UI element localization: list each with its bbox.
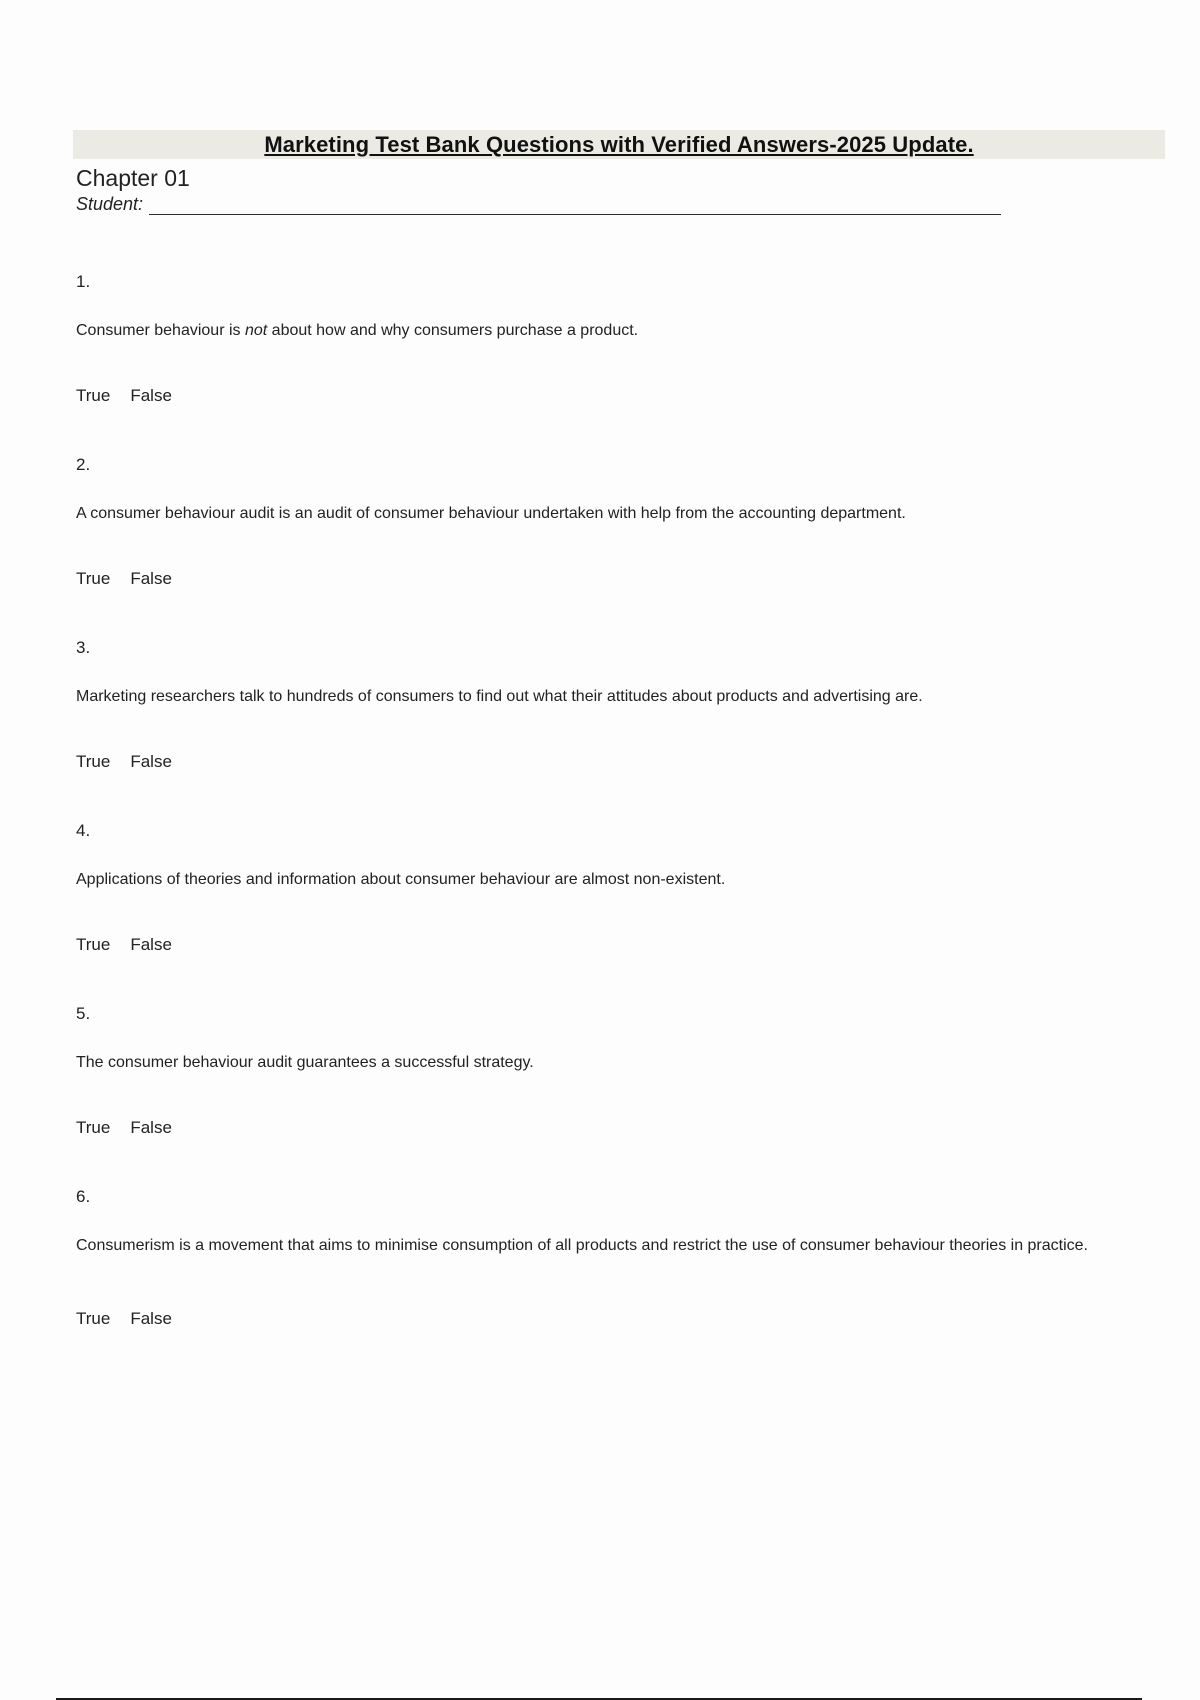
question-text: Applications of theories and information about consumer behaviour are almost non-existent.	[76, 871, 726, 888]
option-false[interactable]: False	[130, 935, 172, 954]
question-text: Consumerism is a movement that aims to minimise consumption of all products and restrict the use of consumer behaviour theories in practice.	[76, 1237, 1088, 1254]
question-number: 6.	[76, 1187, 91, 1206]
question-text-part: about how and why consumers purchase a product.	[267, 322, 639, 339]
option-true[interactable]: True	[76, 1309, 111, 1328]
option-true[interactable]: True	[76, 569, 111, 588]
answer-options	[76, 386, 172, 406]
answer-options	[76, 935, 172, 955]
option-false[interactable]: False	[130, 1309, 172, 1328]
document-title: Marketing Test Bank Questions with Verified Answers-2025 Update.	[264, 131, 974, 157]
question-1	[76, 270, 1136, 453]
question-5	[76, 1002, 1136, 1185]
answer-options	[76, 752, 172, 772]
option-true[interactable]: True	[76, 752, 111, 771]
question-text	[76, 321, 1136, 341]
question-text-emphasis: not	[244, 322, 268, 339]
student-label: Student:	[76, 194, 144, 214]
question-text-part: Consumer behaviour is	[76, 322, 245, 339]
question-6	[76, 1185, 1136, 1368]
question-number: 3.	[76, 638, 91, 657]
student-name-field[interactable]	[149, 194, 1001, 215]
option-false[interactable]: False	[130, 386, 172, 405]
question-number: 1.	[76, 272, 91, 291]
question-number: 2.	[76, 455, 91, 474]
question-text: Marketing researchers talk to hundreds of consumers to find out what their attitudes about products and advertising are.	[76, 688, 923, 705]
option-false[interactable]: False	[130, 1118, 172, 1137]
answer-options	[76, 1118, 172, 1138]
question-3	[76, 636, 1136, 819]
chapter-heading: Chapter 01	[76, 165, 190, 191]
question-text: The consumer behaviour audit guarantees a successful strategy.	[76, 1054, 534, 1071]
answer-options	[76, 569, 172, 589]
option-false[interactable]: False	[130, 569, 172, 588]
option-true[interactable]: True	[76, 935, 111, 954]
title-banner	[73, 130, 1165, 159]
question-2	[76, 453, 1136, 636]
question-text: A consumer behaviour audit is an audit of consumer behaviour undertaken with help from the accounting department.	[76, 505, 906, 522]
student-name-row	[76, 194, 1001, 215]
option-true[interactable]: True	[76, 1118, 111, 1137]
question-number: 4.	[76, 821, 91, 840]
answer-options	[76, 1309, 172, 1329]
question-number: 5.	[76, 1004, 91, 1023]
option-false[interactable]: False	[130, 752, 172, 771]
question-4	[76, 819, 1136, 1002]
option-true[interactable]: True	[76, 386, 111, 405]
question-list	[76, 270, 1136, 1368]
